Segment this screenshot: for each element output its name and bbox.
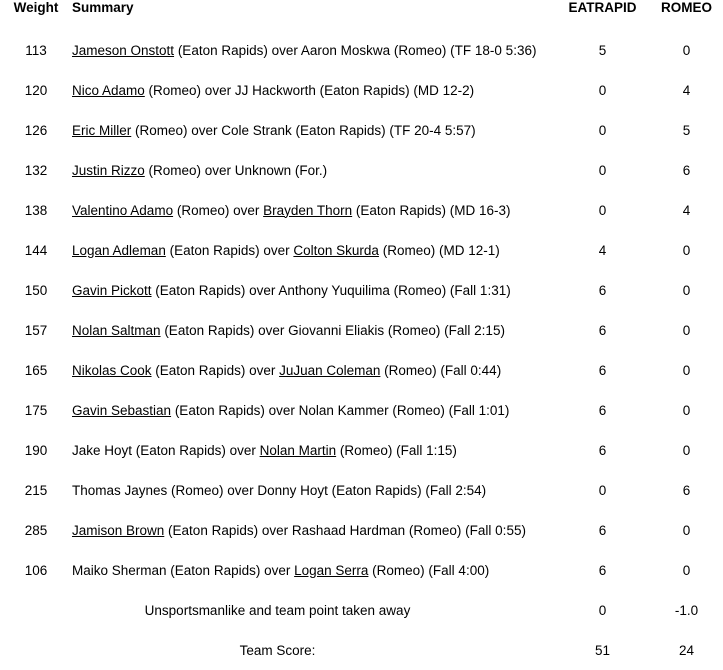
wrestler-link[interactable]: Gavin Pickott [72, 282, 152, 298]
match-summary [72, 30, 555, 70]
team2-points: 0 [682, 402, 691, 418]
weight-value: 190 [24, 442, 48, 458]
footer-row [0, 590, 723, 630]
match-summary [72, 430, 555, 470]
team2-points: 0 [682, 282, 691, 298]
team1-points: 6 [598, 522, 607, 538]
results-body [0, 30, 723, 670]
match-summary [72, 310, 555, 350]
wrestler-link[interactable]: Gavin Sebastian [72, 402, 172, 418]
summary-text: (Romeo) (Fall 1:15) [336, 442, 457, 458]
team1-points: 6 [598, 402, 607, 418]
summary-text: (Romeo) over Unknown (For.) [144, 162, 328, 178]
team1-points: 51 [594, 642, 611, 658]
match-row [0, 70, 723, 110]
team1-points: 0 [598, 122, 607, 138]
wrestler-link[interactable]: Nikolas Cook [72, 362, 152, 378]
team2-points: 0 [682, 562, 691, 578]
wrestler-link[interactable]: Colton Skurda [293, 242, 379, 258]
weight-column-header: Weight [13, 0, 59, 15]
weight-value: 126 [24, 122, 48, 138]
match-row [0, 270, 723, 310]
team2-points: 0 [682, 362, 691, 378]
team1-points: 0 [598, 202, 607, 218]
team1-points: 6 [598, 442, 607, 458]
team1-points: 6 [598, 282, 607, 298]
header-row [0, 0, 723, 30]
wrestler-link[interactable]: Jameson Onstott [72, 42, 175, 58]
footer-row [0, 630, 723, 670]
match-summary [72, 390, 555, 430]
summary-text: (Eaton Rapids) over Aaron Moskwa (Romeo) (TF 18-0 5:36) [174, 42, 537, 58]
team2-points: 5 [682, 122, 691, 138]
footer-label: Team Score: [239, 642, 316, 658]
match-summary [72, 350, 555, 390]
summary-text: Maiko Sherman (Eaton Rapids) over [72, 562, 295, 578]
summary-column-header: Summary [72, 0, 134, 15]
weight-value: 113 [25, 42, 47, 58]
weight-value: 175 [24, 402, 48, 418]
summary-text: (Romeo) over JJ Hackworth (Eaton Rapids) (MD 12-2) [144, 82, 475, 98]
wrestler-link[interactable]: Valentino Adamo [72, 202, 174, 218]
team1-points: 0 [598, 82, 607, 98]
match-row [0, 550, 723, 590]
team2-points: -1.0 [674, 602, 699, 618]
summary-text: (Romeo) (MD 12-1) [378, 242, 500, 258]
match-summary [72, 550, 555, 590]
match-row [0, 510, 723, 550]
summary-text: Jake Hoyt (Eaton Rapids) over [72, 442, 260, 458]
weight-value: 215 [24, 482, 48, 498]
team2-points: 6 [682, 162, 691, 178]
weight-value: 138 [24, 202, 48, 218]
footer-label: Unsportsmanlike and team point taken away [144, 602, 411, 618]
wrestler-link[interactable]: Eric Miller [72, 122, 132, 138]
summary-text: (Romeo) over [173, 202, 264, 218]
wrestler-link[interactable]: Jamison Brown [72, 522, 165, 538]
weight-value: 150 [24, 282, 48, 298]
weight-value: 165 [24, 362, 48, 378]
summary-text: (Romeo) (Fall 0:44) [380, 362, 502, 378]
team1-points: 0 [598, 482, 607, 498]
wrestler-link[interactable]: Nolan Saltman [72, 322, 161, 338]
match-row [0, 430, 723, 470]
match-row [0, 150, 723, 190]
summary-text: (Eaton Rapids) (MD 16-3) [352, 202, 511, 218]
weight-value: 132 [24, 162, 48, 178]
match-row [0, 30, 723, 70]
weight-value: 285 [24, 522, 48, 538]
team2-points: 0 [682, 442, 691, 458]
summary-text: (Romeo) (Fall 4:00) [368, 562, 490, 578]
wrestler-link[interactable]: Logan Serra [294, 562, 369, 578]
summary-text: (Romeo) over Cole Strank (Eaton Rapids) (TF 20-4 5:57) [131, 122, 476, 138]
team2-points: 24 [678, 642, 695, 658]
wrestler-link[interactable]: Nico Adamo [72, 82, 145, 98]
match-summary [72, 70, 555, 110]
wrestler-link[interactable]: JuJuan Coleman [279, 362, 381, 378]
match-row [0, 350, 723, 390]
team2-points: 6 [682, 482, 691, 498]
match-row [0, 190, 723, 230]
summary-text: (Eaton Rapids) over Nolan Kammer (Romeo) (Fall 1:01) [171, 402, 510, 418]
summary-text: (Eaton Rapids) over Anthony Yuquilima (Romeo) (Fall 1:31) [151, 282, 511, 298]
team2-points: 4 [682, 82, 691, 98]
wrestler-link[interactable]: Brayden Thorn [263, 202, 353, 218]
summary-text: (Eaton Rapids) over [165, 242, 294, 258]
team1-column-header: EATRAPID [568, 0, 637, 15]
team1-points: 6 [598, 562, 607, 578]
team1-points: 6 [598, 322, 607, 338]
team2-points: 0 [682, 322, 691, 338]
weight-value: 120 [24, 82, 48, 98]
match-summary [72, 190, 555, 230]
results-header [0, 0, 723, 30]
team1-points: 6 [598, 362, 607, 378]
team2-points: 0 [682, 42, 691, 58]
team2-points: 0 [682, 242, 691, 258]
weight-value: 144 [24, 242, 48, 258]
team2-points: 0 [682, 522, 691, 538]
match-row [0, 110, 723, 150]
team1-points: 4 [598, 242, 607, 258]
summary-text: Thomas Jaynes (Romeo) over Donny Hoyt (Eaton Rapids) (Fall 2:54) [72, 482, 487, 498]
match-summary [72, 470, 555, 510]
match-row [0, 230, 723, 270]
weight-value: 106 [24, 562, 48, 578]
team1-points: 5 [598, 42, 607, 58]
team2-column-header: ROMEO [660, 0, 712, 15]
team1-points: 0 [598, 602, 607, 618]
wrestler-link[interactable]: Nolan Martin [259, 442, 337, 458]
match-summary [72, 510, 555, 550]
summary-text: (Eaton Rapids) over Rashaad Hardman (Romeo) (Fall 0:55) [164, 522, 526, 538]
wrestler-link[interactable]: Logan Adleman [72, 242, 166, 258]
match-summary [72, 150, 555, 190]
team1-points: 0 [598, 162, 607, 178]
match-summary [72, 110, 555, 150]
match-summary [72, 270, 555, 310]
team2-points: 4 [682, 202, 691, 218]
match-row [0, 390, 723, 430]
summary-text: (Eaton Rapids) over Giovanni Eliakis (Romeo) (Fall 2:15) [160, 322, 505, 338]
summary-text: (Eaton Rapids) over [151, 362, 280, 378]
wrestler-link[interactable]: Justin Rizzo [72, 162, 145, 178]
match-summary [72, 230, 555, 270]
match-row [0, 310, 723, 350]
match-row [0, 470, 723, 510]
weight-value: 157 [24, 322, 48, 338]
